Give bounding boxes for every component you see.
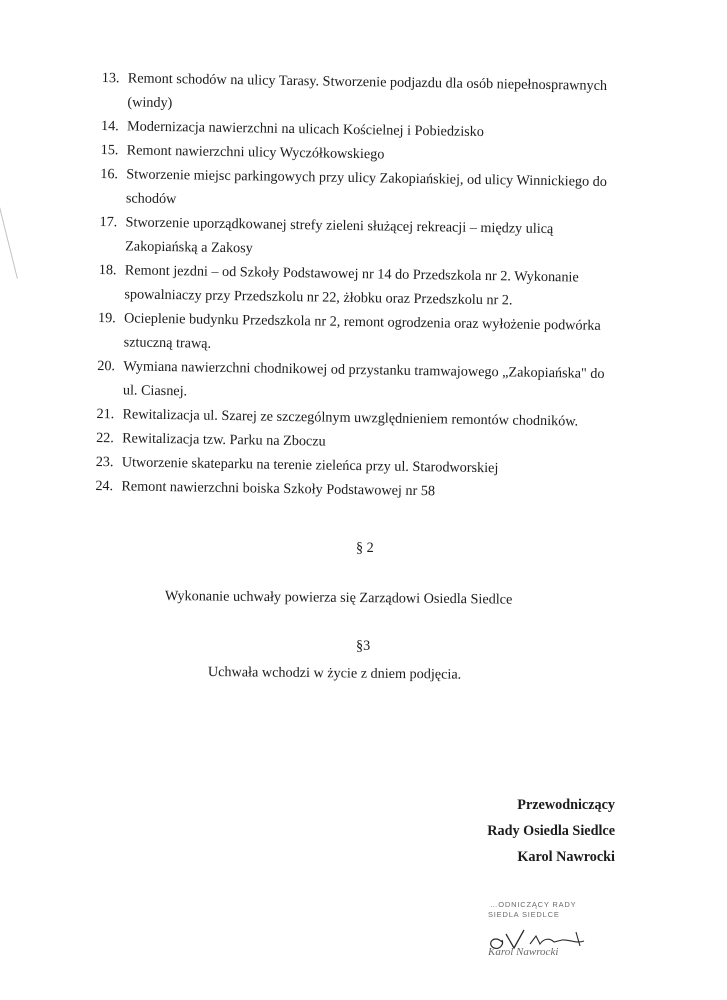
list-item-text: Modernizacja nawierzchni na ulicach Kościelnej i Pobiedzisko	[126, 118, 485, 141]
list-item-text: Stworzenie miejsc parkingowych przy ulicy Zakopiańskiej, od ulicy Winnickiego do schodów	[125, 166, 608, 208]
signature-name: Karol Nawrocki	[517, 849, 615, 865]
list-item-number: 23.	[95, 453, 114, 471]
list-item	[101, 66, 622, 122]
list-item-text: Rewitalizacja ul. Szarej ze szczególnym uwzględnieniem remontów chodników.	[122, 406, 579, 430]
section-3-text: Uchwała wchodzi w życie z dniem podjęcia.	[207, 664, 462, 683]
list-item	[97, 306, 618, 362]
list-item-number: 21.	[96, 405, 115, 423]
signature-block	[487, 792, 615, 870]
list-item-number: 13.	[101, 69, 120, 87]
list-item-number: 22.	[96, 429, 115, 447]
official-stamp	[480, 896, 610, 976]
list-item-text: Remont nawierzchni ulicy Wyczółkowskiego	[126, 142, 385, 163]
list-item	[98, 258, 619, 314]
list-item-number: 24.	[95, 477, 114, 495]
list-item-number: 19.	[97, 309, 116, 327]
list-item-number: 18.	[98, 261, 117, 279]
list-item-number: 16.	[100, 165, 119, 183]
list-item	[100, 162, 621, 218]
list-item	[99, 210, 620, 266]
resolution-item-list	[95, 66, 622, 506]
list-item-number: 15.	[100, 141, 119, 159]
section-2-text: Wykonanie uchwały powierza się Zarządowi Osiedla Siedlce	[164, 588, 513, 608]
list-item-number: 14.	[100, 117, 119, 135]
list-item-text: Remont nawierzchni boiska Szkoły Podstawowej nr 58	[121, 478, 436, 500]
section-2-heading: § 2	[356, 540, 374, 556]
list-item	[97, 354, 618, 410]
stamp-name: Karol Nawrocki	[488, 946, 559, 958]
list-item-text: Remont schodów na ulicy Tarasy. Stworzenie podjazdu dla osób niepełnosprawnych (windy)	[127, 70, 608, 112]
list-item-number: 17.	[99, 213, 118, 231]
list-item-text: Rewitalizacja tzw. Parku na Zboczu	[122, 430, 326, 450]
list-item-text: Ocieplenie budynku Przedszkola nr 2, remont ogrodzenia oraz wyłożenie podwórka sztuczną trawą.	[123, 310, 601, 352]
list-item-number: 20.	[97, 357, 116, 375]
scan-edge-line	[0, 191, 18, 279]
list-item-text: Remont jezdni – od Szkoły Podstawowej nr 14 do Przedszkola nr 2. Wykonanie spowalniaczy przy Przedszkolu nr 22, żłobku oraz Przedszkolu nr 2.	[124, 262, 579, 309]
signature-council: Rady Osiedla Siedlce	[487, 823, 615, 839]
signature-title: Przewodniczący	[517, 797, 615, 813]
list-item-text: Utworzenie skateparku na terenie zieleńca przy ul. Starodworskiej	[121, 454, 499, 477]
stamp-line-1: …ODNICZĄCY RADY	[490, 900, 577, 909]
section-3-heading: §3	[356, 638, 371, 654]
list-item-text: Wymiana nawierzchni chodnikowej od przystanku tramwajowego „Zakopiańska" do ul. Ciasnej.	[122, 358, 605, 400]
stamp-line-2: SIEDLA SIEDLCE	[488, 910, 560, 919]
list-item-text: Stworzenie uporządkowanej strefy zieleni służącej rekreacji – między ulicą Zakopiańską a Zakosy	[125, 214, 554, 257]
